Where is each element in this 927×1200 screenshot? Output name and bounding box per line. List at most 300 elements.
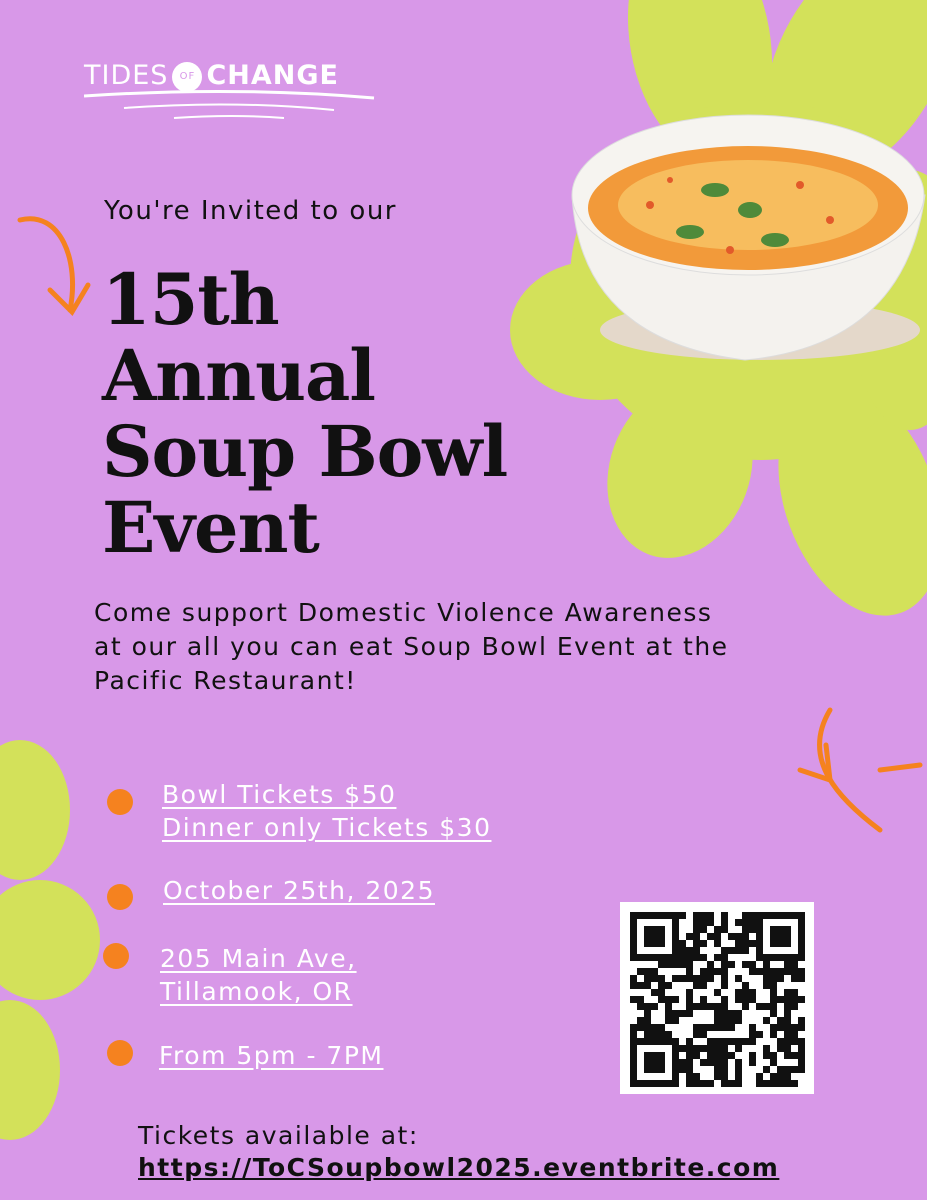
qr-module [728, 1038, 735, 1045]
qr-module [700, 1024, 707, 1031]
qr-module [672, 961, 679, 968]
qr-module [756, 919, 763, 926]
qr-module [637, 1038, 644, 1045]
qr-module [679, 1066, 686, 1073]
qr-module [700, 940, 707, 947]
qr-module [735, 1045, 742, 1052]
qr-module [756, 933, 763, 940]
qr-module [672, 1066, 679, 1073]
qr-module [700, 1045, 707, 1052]
qr-module [630, 1038, 637, 1045]
qr-module [777, 1073, 784, 1080]
qr-module [630, 1073, 637, 1080]
qr-module [693, 947, 700, 954]
qr-module [651, 968, 658, 975]
qr-module [637, 1080, 644, 1087]
qr-module [735, 1017, 742, 1024]
qr-module [735, 940, 742, 947]
qr-module [735, 989, 742, 996]
qr-module [791, 912, 798, 919]
qr-module [630, 1024, 637, 1031]
qr-module [721, 1059, 728, 1066]
qr-module [721, 926, 728, 933]
qr-module [784, 940, 791, 947]
qr-module [672, 1045, 679, 1052]
qr-module [728, 1052, 735, 1059]
qr-module [749, 940, 756, 947]
qr-module [721, 954, 728, 961]
qr-module [777, 1080, 784, 1087]
qr-module [665, 961, 672, 968]
qr-module [756, 940, 763, 947]
event-address [160, 942, 357, 1008]
qr-module [784, 1045, 791, 1052]
qr-module [714, 968, 721, 975]
qr-module [742, 1003, 749, 1010]
qr-module [714, 1052, 721, 1059]
qr-module [777, 975, 784, 982]
qr-module [707, 1045, 714, 1052]
qr-module [798, 912, 805, 919]
qr-module [798, 1038, 805, 1045]
qr-module [637, 996, 644, 1003]
qr-module [770, 989, 777, 996]
qr-module [728, 947, 735, 954]
qr-module [770, 1003, 777, 1010]
qr-module [707, 1052, 714, 1059]
qr-module [644, 1038, 651, 1045]
qr-code[interactable] [620, 902, 814, 1094]
qr-module [658, 933, 665, 940]
qr-module [637, 912, 644, 919]
qr-module [630, 926, 637, 933]
qr-module [749, 961, 756, 968]
qr-module [693, 1003, 700, 1010]
qr-module [749, 1052, 756, 1059]
qr-module [742, 982, 749, 989]
qr-module [700, 919, 707, 926]
qr-module [637, 968, 644, 975]
qr-module [728, 1010, 735, 1017]
qr-module [721, 961, 728, 968]
qr-module [637, 1024, 644, 1031]
qr-module [784, 968, 791, 975]
qr-module [658, 996, 665, 1003]
qr-module [700, 1059, 707, 1066]
qr-module [693, 1052, 700, 1059]
qr-module [728, 1080, 735, 1087]
qr-module [658, 1059, 665, 1066]
qr-module [777, 1066, 784, 1073]
qr-module [735, 947, 742, 954]
logo-text: TIDES [84, 60, 169, 91]
qr-module [714, 940, 721, 947]
qr-module [651, 1059, 658, 1066]
qr-module [798, 1052, 805, 1059]
qr-module [630, 1066, 637, 1073]
qr-module [749, 989, 756, 996]
qr-module [749, 968, 756, 975]
qr-module [693, 919, 700, 926]
qr-module [686, 1059, 693, 1066]
qr-module [728, 933, 735, 940]
qr-module [700, 996, 707, 1003]
qr-module [686, 933, 693, 940]
qr-module [791, 989, 798, 996]
qr-module [672, 1052, 679, 1059]
qr-module [749, 919, 756, 926]
qr-module [679, 940, 686, 947]
qr-module [770, 1052, 777, 1059]
qr-module [630, 947, 637, 954]
qr-module [665, 1080, 672, 1087]
qr-module [651, 912, 658, 919]
bullet-dot-icon [107, 1040, 133, 1066]
qr-module [735, 1080, 742, 1087]
qr-module [714, 989, 721, 996]
qr-module [679, 912, 686, 919]
qr-module [707, 1059, 714, 1066]
qr-module [672, 954, 679, 961]
qr-module [693, 1045, 700, 1052]
qr-module [644, 1003, 651, 1010]
qr-module [679, 954, 686, 961]
qr-module [714, 1017, 721, 1024]
qr-module [686, 1045, 693, 1052]
qr-module [686, 1052, 693, 1059]
qr-module [658, 954, 665, 961]
qr-module [756, 1080, 763, 1087]
qr-module [672, 933, 679, 940]
title-line: Soup Bowl [102, 410, 508, 493]
qr-module [735, 996, 742, 1003]
qr-module [651, 940, 658, 947]
qr-module [763, 1052, 770, 1059]
qr-module [700, 982, 707, 989]
qr-module [672, 947, 679, 954]
qr-module [784, 933, 791, 940]
qr-module [644, 975, 651, 982]
qr-module [735, 1010, 742, 1017]
qr-module [784, 1031, 791, 1038]
qr-module [749, 1038, 756, 1045]
qr-module [644, 1024, 651, 1031]
qr-module [644, 1017, 651, 1024]
qr-module [658, 1031, 665, 1038]
qr-module [630, 1080, 637, 1087]
qr-module [714, 926, 721, 933]
qr-module [742, 996, 749, 1003]
footer [138, 1120, 779, 1184]
qr-module [749, 996, 756, 1003]
qr-module [742, 933, 749, 940]
qr-module [791, 968, 798, 975]
qr-module [791, 954, 798, 961]
qr-module [749, 926, 756, 933]
qr-module [798, 947, 805, 954]
qr-module [770, 1031, 777, 1038]
qr-module [721, 1003, 728, 1010]
qr-module [784, 996, 791, 1003]
qr-module [798, 940, 805, 947]
qr-module [770, 996, 777, 1003]
qr-module [707, 919, 714, 926]
qr-module [714, 1059, 721, 1066]
qr-module [693, 1024, 700, 1031]
qr-module [679, 961, 686, 968]
invite-heading: You're Invited to our [104, 196, 397, 226]
qr-module [756, 1073, 763, 1080]
qr-module [707, 1080, 714, 1087]
qr-module [665, 954, 672, 961]
logo-circle: OF [172, 62, 202, 92]
qr-module [651, 926, 658, 933]
qr-module [651, 1003, 658, 1010]
qr-module [763, 975, 770, 982]
qr-module [777, 933, 784, 940]
qr-module [686, 954, 693, 961]
qr-module [791, 1003, 798, 1010]
qr-module [686, 1066, 693, 1073]
event-description: Come support Domestic Violence Awareness at our all you can eat Soup Bowl Event at the Pacific Restaurant! [94, 598, 729, 695]
qr-module [693, 954, 700, 961]
qr-module [644, 1059, 651, 1066]
qr-module [784, 1003, 791, 1010]
qr-module [777, 926, 784, 933]
qr-module [784, 961, 791, 968]
dinner-tickets-price: Dinner only Tickets $30 [162, 813, 492, 842]
logo-text: CHANGE [206, 60, 339, 91]
qr-module [630, 919, 637, 926]
qr-module [644, 1080, 651, 1087]
qr-module [770, 940, 777, 947]
tides-of-change-logo [84, 60, 384, 122]
qr-module [756, 968, 763, 975]
qr-module [700, 1003, 707, 1010]
qr-module [777, 1017, 784, 1024]
qr-module [777, 940, 784, 947]
qr-module [749, 1059, 756, 1066]
qr-module [672, 926, 679, 933]
bullet-dot-icon [107, 884, 133, 910]
qr-module [658, 1080, 665, 1087]
bowl-tickets-price: Bowl Tickets $50 [162, 780, 397, 809]
qr-module [770, 975, 777, 982]
qr-module [672, 1080, 679, 1087]
qr-module [672, 919, 679, 926]
qr-module [721, 1045, 728, 1052]
qr-module [644, 954, 651, 961]
qr-module [707, 961, 714, 968]
qr-module [721, 1017, 728, 1024]
logo-waves [84, 88, 384, 122]
qr-module [651, 975, 658, 982]
qr-module [665, 1017, 672, 1024]
title-line: Event [102, 486, 319, 569]
qr-module [777, 968, 784, 975]
qr-module [630, 1059, 637, 1066]
qr-module [630, 1052, 637, 1059]
qr-module [770, 926, 777, 933]
qr-module [763, 912, 770, 919]
qr-module [777, 1024, 784, 1031]
qr-module [672, 996, 679, 1003]
qr-module [798, 954, 805, 961]
qr-module [686, 1080, 693, 1087]
qr-module [770, 968, 777, 975]
qr-module [637, 1003, 644, 1010]
qr-module [665, 982, 672, 989]
qr-module [728, 1017, 735, 1024]
qr-module [784, 1073, 791, 1080]
qr-module [714, 1024, 721, 1031]
qr-module [672, 1059, 679, 1066]
qr-module [763, 954, 770, 961]
qr-module [784, 926, 791, 933]
qr-module [644, 933, 651, 940]
qr-module [644, 1052, 651, 1059]
qr-module [770, 1073, 777, 1080]
qr-module [658, 912, 665, 919]
bullet-dot-icon [107, 789, 133, 815]
qr-module [721, 1052, 728, 1059]
title-line: 15th [102, 258, 279, 341]
qr-module [658, 940, 665, 947]
qr-module [707, 968, 714, 975]
qr-module [700, 912, 707, 919]
qr-module [735, 975, 742, 982]
qr-module [644, 968, 651, 975]
qr-module [742, 912, 749, 919]
tickets-info [162, 778, 491, 844]
qr-module [672, 1010, 679, 1017]
qr-module [714, 1010, 721, 1017]
qr-module [756, 1031, 763, 1038]
qr-module [742, 961, 749, 968]
title-line: Annual [102, 334, 375, 417]
eventbrite-link[interactable]: https://ToCSoupbowl2025.eventbrite.com [138, 1153, 780, 1182]
qr-module [679, 1045, 686, 1052]
qr-module [707, 975, 714, 982]
qr-module [700, 926, 707, 933]
qr-module [672, 1017, 679, 1024]
qr-module [791, 961, 798, 968]
qr-module [770, 1010, 777, 1017]
qr-module [651, 954, 658, 961]
qr-module [798, 933, 805, 940]
arrow-doodle-left [20, 219, 88, 312]
qr-module [756, 947, 763, 954]
qr-module [707, 1003, 714, 1010]
bullet-dot-icon [103, 943, 129, 969]
qr-module [679, 1010, 686, 1017]
qr-module [665, 912, 672, 919]
qr-module [735, 1059, 742, 1066]
qr-module [763, 1045, 770, 1052]
qr-module [798, 1024, 805, 1031]
qr-module [707, 912, 714, 919]
qr-module [777, 1038, 784, 1045]
qr-module [637, 1017, 644, 1024]
qr-module [630, 954, 637, 961]
qr-module [686, 1010, 693, 1017]
qr-module [693, 1080, 700, 1087]
soup-bowl-illustration [572, 115, 925, 360]
qr-module [686, 989, 693, 996]
qr-module [658, 926, 665, 933]
qr-module [693, 1073, 700, 1080]
green-flower-bottom-left [0, 740, 100, 1140]
tickets-available-label: Tickets available at: [138, 1121, 419, 1150]
qr-module [686, 996, 693, 1003]
qr-module [742, 947, 749, 954]
qr-module [784, 1024, 791, 1031]
qr-module [784, 1038, 791, 1045]
qr-module [735, 1066, 742, 1073]
qr-module [693, 940, 700, 947]
qr-module [798, 968, 805, 975]
qr-module [721, 919, 728, 926]
qr-module [693, 912, 700, 919]
qr-module [749, 1024, 756, 1031]
qr-module [686, 1003, 693, 1010]
qr-module [721, 975, 728, 982]
qr-module [700, 1080, 707, 1087]
qr-module [644, 926, 651, 933]
qr-module [798, 926, 805, 933]
qr-module [714, 1003, 721, 1010]
qr-module [651, 1031, 658, 1038]
qr-module [630, 1031, 637, 1038]
qr-module [784, 1010, 791, 1017]
qr-module [777, 912, 784, 919]
qr-module [742, 940, 749, 947]
qr-module [721, 1024, 728, 1031]
qr-module [798, 1059, 805, 1066]
qr-module [798, 1045, 805, 1052]
qr-module [651, 1024, 658, 1031]
qr-module [721, 1080, 728, 1087]
qr-module [630, 912, 637, 919]
qr-module [721, 1010, 728, 1017]
qr-module [714, 933, 721, 940]
qr-module [714, 1073, 721, 1080]
qr-module [644, 940, 651, 947]
qr-module [791, 996, 798, 1003]
qr-module [714, 954, 721, 961]
qr-module [721, 947, 728, 954]
event-date: October 25th, 2025 [163, 876, 435, 905]
qr-module [651, 989, 658, 996]
qr-module [791, 1038, 798, 1045]
qr-module [735, 1073, 742, 1080]
qr-module [686, 968, 693, 975]
qr-module [721, 1038, 728, 1045]
qr-module [714, 1066, 721, 1073]
qr-module [672, 1038, 679, 1045]
qr-module [784, 1066, 791, 1073]
qr-module [665, 1038, 672, 1045]
qr-module [756, 1003, 763, 1010]
qr-module [735, 933, 742, 940]
qr-module [700, 1031, 707, 1038]
qr-module [798, 996, 805, 1003]
qr-module [651, 1066, 658, 1073]
qr-module [686, 961, 693, 968]
qr-module [700, 968, 707, 975]
qr-module [693, 933, 700, 940]
qr-module [777, 954, 784, 961]
